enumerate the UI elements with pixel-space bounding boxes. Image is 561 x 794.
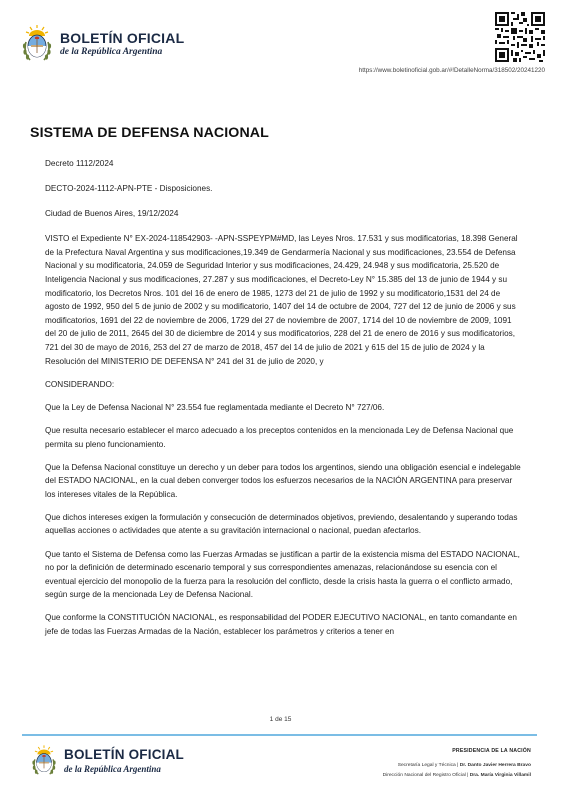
page-title: SISTEMA DE DEFENSA NACIONAL — [30, 125, 269, 141]
logo-title: BOLETÍN OFICIAL — [60, 29, 185, 46]
footer-role: Secretaría Legal y Técnica | — [397, 763, 459, 768]
decree-date: Ciudad de Buenos Aires, 19/12/2024 — [45, 209, 179, 219]
footer-person: Dra. María Virginia Villamil — [469, 773, 531, 778]
footer-divider — [22, 734, 537, 736]
paragraph: Que resulta necesario establecer el marco adecuado a los preceptos contenidos en la mencionada Ley de Defensa Nacional que permita su pleno funcionamiento. — [45, 425, 514, 449]
paragraph-considerando: CONSIDERANDO: — [45, 379, 115, 389]
paragraph: Que conforme la CONSTITUCIÓN NACIONAL, es responsabilidad del PODER EJECUTIVO NACIONAL, en tanto comandante en jefe de todas las Fuerzas Armadas de la Nación, establecer los parámetros y criterios a tener en — [45, 613, 517, 637]
paragraph: Que la Ley de Defensa Nacional N° 23.554 fue reglamentada mediante el Decreto N° 727/06. — [45, 402, 385, 412]
page-number: 1 de 15 — [269, 716, 292, 723]
qr-code-icon[interactable] — [495, 12, 545, 62]
footer-logo-subtitle: de la República Argentina — [64, 763, 161, 774]
footer-line-direccion — [383, 773, 531, 778]
paragraph: Que tanto el Sistema de Defensa como las Fuerzas Armadas se justifican a partir de la existencia misma del ESTADO NACIONAL, no por la definición de determinado escenario temporal y sus correspondientes amenazas, relacionándose su esencia con el eventual ejercicio del monopolio de la fuerza para la resolución del conflicto, desde la crisis hasta la guerra o el conflicto armado, según surge de la mencionada Ley de Defensa Nacional. — [45, 549, 520, 600]
logo-subtitle: de la República Argentina — [60, 46, 163, 57]
footer-person: Dr. Danto Javier Herrera Bravo — [459, 763, 531, 768]
paragraph: Que dichos intereses exigen la formulación y consecución de determinados objetivos, previendo, desalentando y superando todas aquellas acciones o actividades que atente a su gravitación internacional o nacional, puedan afectarlos. — [45, 512, 518, 536]
footer-logo — [30, 744, 184, 778]
footer-line-secretaria — [398, 763, 531, 768]
argentina-coat-of-arms-icon — [20, 24, 54, 64]
paragraph-visto: VISTO el Expediente N° EX-2024-118542903- -APN-SSPEYPM#MD, las Leyes Nros. 17.531 y sus modificatorias, 18.398 General de la Prefectura Naval Argentina y sus modificaciones,19.349 de Gendarmería Nacional y sus modificaciones, 23.554 de Defensa Nacional y su modificatoria, 24.059 de Seguridad Interior y sus modificaciones, 24.429, 24.948 y sus modificatoria, 25.520 de Inteligencia Nacional y sus modificaciones, 27.287 y sus modificaciones, el Decreto-Ley N° 15.385 del 13 de junio de 1944 y su modificatorio, los Decretos Nros. 101 del 16 de enero de 1985, 1273 del 21 de julio de 1992 y su modificatorio,1531 del 24 de agosto de 1992, 950 del 5 de junio de 2002 y su modificatorio, 1407 del 14 de octubre de 2004, 727 del 12 de junio de 2006 y sus modificatorios, 1691 del 22 de noviembre de 2006, 1729 del 27 de noviembre de 2007, 1714 del 10 de noviembre de 2009, 1091 del 20 de julio de 2011, 2645 del 30 de diciembre de 2014 y sus modificatorios, 228 del 21 de enero de 2016 y sus modificatorios, 721 del 30 de mayo de 2016, 253 del 27 de marzo de 2018, 457 del 14 de julio de 2021 y 615 del 15 de julio de 2024 y la Resolución del MINISTERIO DE DEFENSA N° 241 del 31 de julio de 2020, y — [45, 234, 518, 366]
argentina-coat-of-arms-icon — [30, 744, 58, 778]
document-url[interactable]: https://www.boletinoficial.gob.ar/#!DetalleNorma/318502/20241220 — [358, 67, 545, 74]
header-logo[interactable] — [20, 24, 184, 64]
decree-code: DECTO-2024-1112-APN-PTE - Disposiciones. — [45, 184, 213, 194]
footer-presidencia: PRESIDENCIA DE LA NACIÓN — [452, 748, 531, 754]
paragraph: Que la Defensa Nacional constituye un derecho y un deber para todos los argentinos, siendo una obligación esencial e indelegable del ESTADO NACIONAL, en la cual deben converger todos los esfuerzos necesarios de la NACIÓN ARGENTINA para preservar los intereses vitales de la República. — [45, 462, 521, 499]
footer-role: Dirección Nacional del Registro Oficial | — [382, 773, 469, 778]
decree-number: Decreto 1112/2024 — [45, 159, 114, 168]
document-body — [45, 157, 523, 648]
footer-logo-title: BOLETÍN OFICIAL — [64, 747, 184, 763]
